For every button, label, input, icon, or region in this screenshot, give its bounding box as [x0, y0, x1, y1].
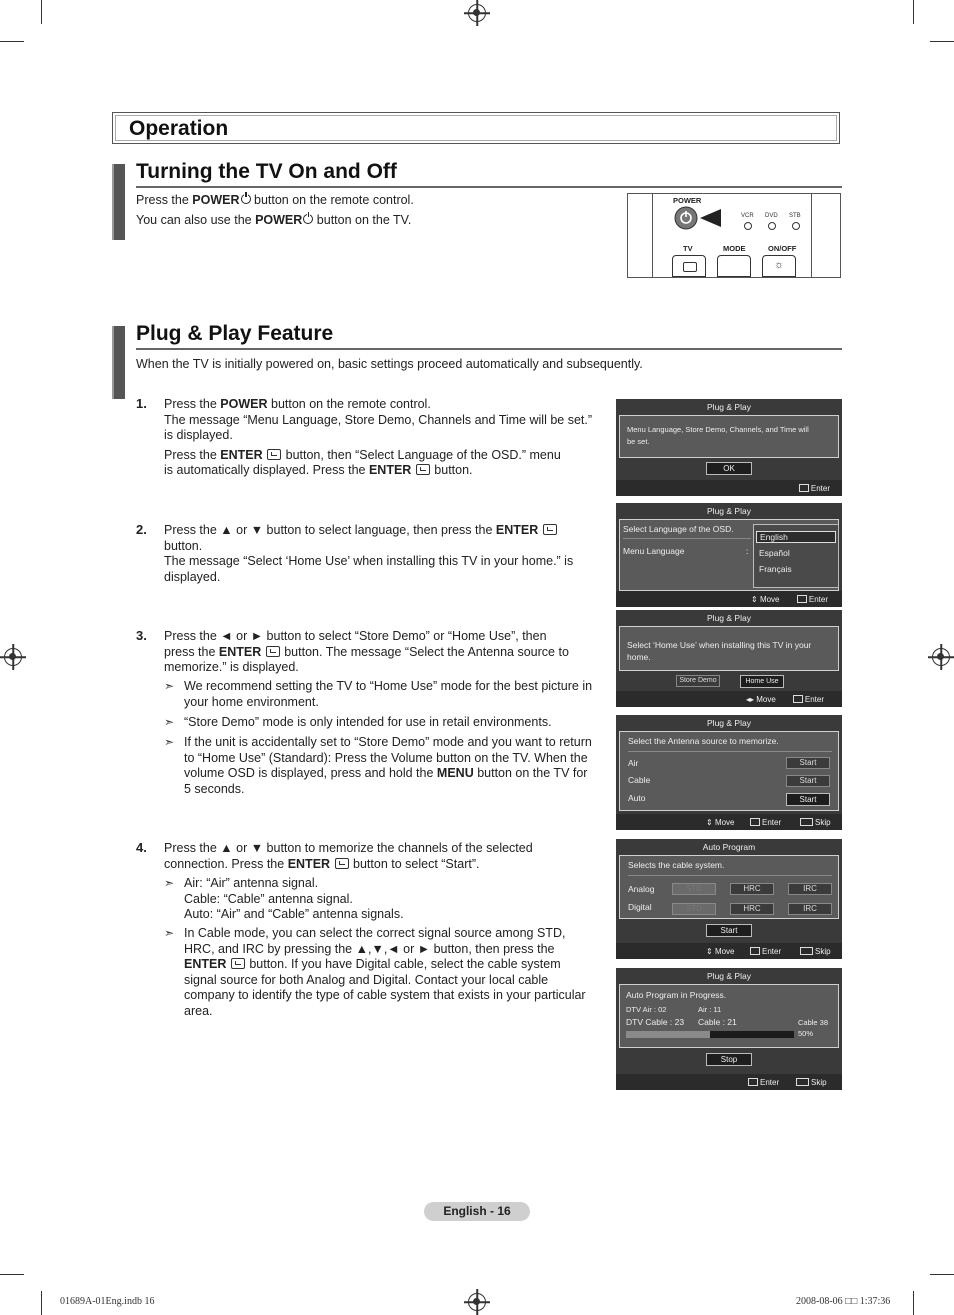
vcr-led-icon [744, 222, 752, 230]
antenna-cable-label: Cable [628, 775, 651, 785]
osd-plug-play-3 [616, 610, 842, 707]
cable-count: Cable : 21 [698, 1017, 737, 1027]
leftright-icon: ◂▸ [746, 695, 755, 704]
move-hint [706, 818, 735, 827]
power-button-pointer-icon [673, 205, 729, 231]
note-arrow-icon: ➣ [164, 876, 175, 890]
remote-illustration [627, 193, 841, 278]
progress-track [626, 1031, 794, 1038]
text: button, then “Select Language of the OSD.” menu [282, 447, 561, 462]
footer-file-info: 01689A-01Eng.indb 16 [60, 1296, 155, 1307]
skip-hint [796, 1078, 827, 1087]
current-channel: Cable 38 [798, 1018, 829, 1027]
osd-plug-play-progress [616, 968, 842, 1090]
text: In Cable mode, you can select the correct signal source among STD, [184, 926, 566, 940]
osd-message [627, 639, 811, 663]
step4-note2 [184, 926, 586, 1019]
text: your home environment. [184, 694, 319, 709]
operation-header [112, 112, 840, 144]
updown-icon: ⇕ [706, 818, 713, 827]
remote-power-label: POWER [673, 196, 702, 205]
power-bold: POWER [192, 193, 240, 207]
enter-icon [748, 1078, 758, 1086]
text: button to select “Start”. [349, 856, 480, 871]
remote-body [652, 193, 812, 278]
digital-std-button[interactable]: STD [672, 903, 716, 915]
text: Move [714, 947, 735, 956]
footer-timestamp: 2008-08-06 □□ 1:37:36 [796, 1296, 891, 1307]
text: signal source for both Analog and Digital. Contact your local cable [184, 972, 549, 987]
text: Enter [760, 1078, 780, 1087]
text: button on the TV for [473, 766, 588, 780]
progress-fill [626, 1031, 710, 1038]
step-number: 3. [136, 628, 147, 643]
osd-header: Auto Program in Progress. [626, 990, 727, 1000]
enter-icon [416, 464, 430, 475]
text: displayed. [164, 569, 221, 584]
step3-note3 [184, 735, 592, 797]
progress-percent: 50% [798, 1029, 814, 1038]
osd-plug-play-4 [616, 715, 842, 830]
step-number: 1. [136, 396, 147, 411]
enter-bold: ENTER [220, 447, 263, 462]
remote-stb-label: STB [789, 213, 801, 219]
enter-hint [793, 695, 824, 704]
enter-hint [750, 947, 781, 956]
osd-header: Select the Antenna source to memorize. [628, 736, 779, 746]
text: be set. [627, 437, 650, 446]
text: Move [756, 695, 776, 704]
enter-bold: ENTER [495, 523, 539, 537]
text: button. [430, 463, 473, 477]
osd-header: Select Language of the OSD. [623, 524, 734, 534]
note-arrow-icon: ➣ [164, 715, 175, 729]
osd-header: Selects the cable system. [628, 860, 725, 870]
osd-title: Auto Program [702, 842, 756, 852]
step4-text [164, 841, 533, 872]
registration-mark-icon [468, 1293, 486, 1311]
skip-icon [800, 947, 813, 955]
skip-icon [796, 1078, 809, 1086]
enter-icon [750, 818, 760, 826]
cable-start-button[interactable]: Start [786, 775, 830, 787]
crop-mark [930, 41, 954, 42]
updown-icon: ⇕ [706, 947, 713, 956]
air-start-button[interactable]: Start [786, 757, 830, 769]
osd-plug-play-1 [616, 399, 842, 496]
move-hint [706, 947, 735, 956]
osd-cable-window [619, 855, 839, 919]
crop-mark [41, 0, 42, 24]
analog-label: Analog [628, 884, 655, 894]
skip-icon [800, 818, 813, 826]
start-button[interactable]: Start [706, 924, 752, 937]
text: connection. Press the [164, 856, 288, 871]
osd-title: Plug & Play [707, 971, 751, 981]
text: Enter [762, 818, 782, 827]
osd-title: Plug & Play [707, 718, 751, 728]
enter-bold: ENTER [287, 856, 331, 871]
enter-bold: ENTER [368, 463, 412, 477]
enter-hint [797, 595, 828, 604]
enter-hint [748, 1078, 779, 1087]
osd-antenna-window [619, 731, 839, 811]
text: Move [714, 818, 735, 827]
enter-icon [799, 484, 809, 492]
dvd-led-icon [768, 222, 776, 230]
stb-led-icon [792, 222, 800, 230]
analog-hrc-button[interactable]: HRC [730, 883, 774, 895]
osd-plug-play-2 [616, 503, 842, 607]
skip-hint [800, 818, 831, 827]
osd-auto-program [616, 839, 842, 959]
crop-mark [913, 0, 914, 24]
section-rule [136, 186, 842, 188]
enter-bold: ENTER [184, 957, 227, 971]
digital-hrc-button[interactable]: HRC [730, 903, 774, 915]
menu-language-label: Menu Language [623, 546, 685, 556]
text: Enter [808, 595, 828, 604]
separator [623, 538, 751, 539]
text: Press the ▲ or ▼ button to select language, then press the [164, 523, 496, 537]
text: to “Home Use” (Standard): Press the Volume button on the TV. When the [184, 750, 588, 765]
osd-footer [616, 1074, 842, 1090]
onoff-button-icon: ☼ [762, 255, 796, 277]
text: button on the remote control. [267, 397, 431, 411]
text: We recommend setting the TV to “Home Use” mode for the best picture in [184, 679, 593, 693]
separator [628, 751, 832, 752]
osd-title: Plug & Play [707, 506, 751, 516]
enter-icon [750, 947, 760, 955]
page-number: English - 16 [424, 1202, 530, 1221]
text: button. The message “Select the Antenna source to [280, 644, 569, 659]
section-bar [112, 326, 125, 399]
analog-std-button[interactable]: STD [672, 883, 716, 895]
remote-dvd-label: DVD [765, 213, 778, 219]
store-demo-button[interactable]: Store Demo [676, 675, 720, 687]
enter-icon [231, 958, 245, 969]
operation-title: Operation [129, 117, 229, 140]
step-number: 4. [136, 840, 147, 855]
text: Enter [804, 695, 824, 704]
step3-text [164, 629, 569, 676]
enter-hint [799, 484, 830, 493]
text: Skip [815, 947, 831, 956]
text: memorize.” is displayed. [164, 660, 299, 674]
plug-intro: When the TV is initially powered on, basic settings proceed automatically and subsequently. [136, 357, 643, 371]
text: The message “Menu Language, Store Demo, Channels and Time will be set.” [164, 412, 593, 427]
text: : [746, 546, 749, 556]
dtv-cable-count: DTV Cable : 23 [626, 1017, 685, 1027]
text: button on the TV. [313, 213, 412, 227]
section-bar [112, 164, 125, 240]
text: Enter [810, 484, 830, 493]
home-use-button[interactable]: Home Use [740, 675, 784, 688]
move-hint [751, 595, 780, 604]
enter-icon [797, 595, 807, 603]
step3-note1 [184, 679, 592, 710]
menu-bold: MENU [436, 766, 474, 780]
osd-footer [616, 591, 842, 607]
osd-progress-window [619, 984, 839, 1048]
step-number: 2. [136, 522, 147, 537]
auto-start-button[interactable]: Start [786, 793, 830, 806]
remote-mode-label: MODE [723, 244, 746, 253]
turning-title: Turning the TV On and Off [136, 160, 397, 183]
osd-title: Plug & Play [707, 613, 751, 623]
power-icon [241, 194, 251, 204]
note-arrow-icon: ➣ [164, 926, 175, 940]
osd-language-window [619, 519, 839, 591]
enter-bold: ENTER [218, 644, 262, 659]
air-count: Air : 11 [698, 1005, 722, 1014]
move-hint [746, 695, 776, 704]
language-option-francais[interactable]: Français [759, 564, 792, 574]
remote-vcr-label: VCR [741, 213, 754, 219]
text: is displayed. [164, 428, 233, 442]
text: Auto: “Air” and “Cable” antenna signals. [184, 907, 404, 921]
text: press the [164, 644, 219, 659]
registration-mark-icon [468, 4, 486, 22]
step4-note1 [184, 876, 404, 923]
osd-footer [616, 943, 842, 959]
text: Press the [164, 397, 221, 411]
text: Press the ▲ or ▼ button to memorize the channels of the selected [164, 841, 533, 855]
text: Skip [811, 1078, 827, 1087]
text: Move [759, 595, 780, 604]
osd-message-window [619, 626, 839, 671]
note-arrow-icon: ➣ [164, 735, 175, 749]
language-option-english[interactable]: English [756, 531, 836, 543]
text: Press the [164, 447, 221, 462]
language-dropdown[interactable] [753, 524, 839, 588]
text: The message “Select ‘Home Use’ when installing this TV in your home.” is [164, 554, 574, 568]
enter-icon [266, 646, 280, 657]
power-bold: POWER [255, 213, 303, 227]
stop-button[interactable]: Stop [706, 1053, 752, 1066]
text: button. If you have Digital cable, select the cable system [245, 957, 561, 971]
crop-mark [930, 1274, 954, 1275]
osd-footer [616, 480, 842, 496]
tv-button-icon [672, 255, 706, 277]
text: Enter [762, 947, 782, 956]
step3-note2: “Store Demo” mode is only intended for use in retail environments. [184, 715, 552, 729]
step2-text [164, 523, 573, 585]
remote-onoff-label: ON/OFF [768, 244, 797, 253]
enter-icon [793, 695, 803, 703]
text: Cable: “Cable” antenna signal. [184, 891, 353, 906]
text: Air: “Air” antenna signal. [184, 876, 319, 890]
text: Select ‘Home Use’ when installing this TV in your [627, 640, 812, 650]
power-bold: POWER [220, 397, 268, 411]
antenna-air-label: Air [628, 758, 639, 768]
crop-mark [0, 1274, 24, 1275]
text: company to identify the type of cable system that exists in your particular [184, 988, 586, 1002]
text: volume OSD is displayed, press and hold the [184, 766, 437, 780]
analog-irc-button[interactable]: IRC [788, 883, 832, 895]
dtv-air-count: DTV Air : 02 [626, 1005, 667, 1014]
enter-icon [267, 449, 281, 460]
text: Menu Language, Store Demo, Channels, and Time will [627, 425, 809, 434]
osd-message [627, 424, 809, 448]
enter-hint [750, 818, 781, 827]
registration-mark-icon [4, 648, 22, 666]
text: button. [164, 538, 203, 553]
step1-text [164, 397, 592, 479]
text: If the unit is accidentally set to “Store Demo” mode and you want to return [184, 735, 592, 749]
enter-icon [543, 524, 557, 535]
remote-tv-label: TV [683, 244, 693, 253]
plug-title: Plug & Play Feature [136, 322, 334, 345]
text: button on the remote control. [250, 193, 414, 207]
section-rule [136, 348, 842, 350]
ok-button[interactable]: OK [706, 462, 752, 475]
text: area. [184, 1003, 213, 1018]
text: home. [627, 652, 651, 662]
crop-mark [41, 1291, 42, 1315]
power-icon [303, 214, 313, 224]
osd-title: Plug & Play [707, 402, 751, 412]
text: Press the ◄ or ► button to select “Store Demo” or “Home Use”, then [164, 629, 547, 643]
antenna-auto-label: Auto [628, 793, 646, 803]
crop-mark [0, 41, 24, 42]
turning-line-2 [136, 213, 411, 229]
enter-icon [335, 858, 349, 869]
registration-mark-icon [932, 648, 950, 666]
mode-button-icon [717, 255, 751, 277]
text: Skip [815, 818, 831, 827]
osd-message-window [619, 415, 839, 458]
digital-irc-button[interactable]: IRC [788, 903, 832, 915]
digital-label: Digital [628, 902, 652, 912]
updown-icon: ⇕ [751, 595, 758, 604]
turning-line-1 [136, 193, 414, 209]
text: is automatically displayed. Press the [164, 463, 369, 477]
crop-mark [913, 1291, 914, 1315]
text: HRC, and IRC by pressing the ▲,▼,◄ or ► button, then press the [184, 941, 555, 956]
skip-hint [800, 947, 831, 956]
separator [628, 875, 832, 876]
osd-footer [616, 814, 842, 830]
osd-footer [616, 691, 842, 707]
text: You can also use the [136, 213, 256, 227]
text: Press the [136, 193, 193, 207]
note-arrow-icon: ➣ [164, 679, 175, 693]
text: 5 seconds. [184, 781, 245, 796]
language-option-espanol[interactable]: Español [759, 548, 790, 558]
